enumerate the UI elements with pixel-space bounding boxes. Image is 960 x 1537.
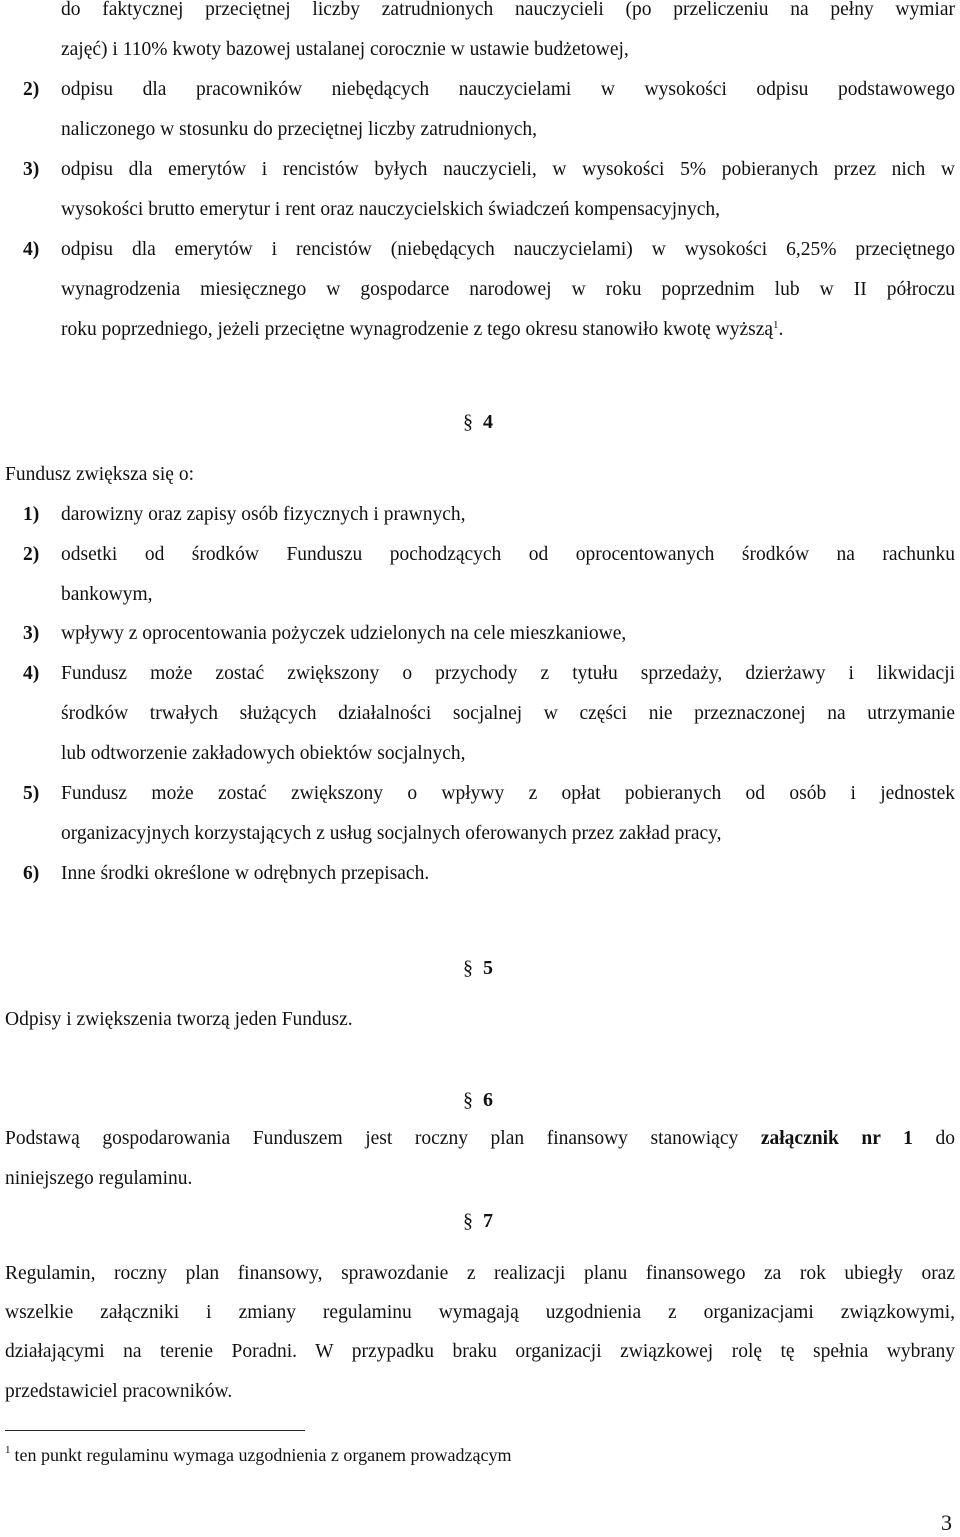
footnote <box>5 1444 512 1466</box>
list-item-line: organizacyjnych korzystających z usług socjalnych oferowanych przez zakład pracy, <box>61 823 722 844</box>
section-number: 4 <box>483 411 493 433</box>
section-number: 6 <box>483 1089 493 1111</box>
footnote-text: ten punkt regulaminu wymaga uzgodnienia z organem prowadzącym <box>14 1445 512 1465</box>
line-text: roku poprzedniego, jeżeli przeciętne wynagrodzenie z tego okresu stanowiło kwotę wyższą <box>61 319 774 340</box>
list-number: 4) <box>23 239 40 260</box>
section-heading-6 <box>463 1088 493 1112</box>
list-item-line: Fundusz może zostać zwiększony o przychody z tytułu sprzedaży, dzierżawy i likwidacji <box>61 663 955 684</box>
paragraph-line: Regulamin, roczny plan finansowy, sprawozdanie z realizacji planu finansowego za rok ubiegły oraz <box>5 1263 955 1284</box>
list-item-line: Fundusz może zostać zwiększony o wpływy z opłat pobieranych od osób i jednostek <box>61 783 955 804</box>
page-number: 3 <box>941 1510 952 1535</box>
section-number: 5 <box>483 957 493 979</box>
paragraph-line: przedstawiciel pracowników. <box>5 1381 233 1402</box>
list-item-line: odpisu dla emerytów i rencistów byłych nauczycieli, w wysokości 5% pobieranych przez nich w <box>61 159 955 180</box>
list-item-line: darowizny oraz zapisy osób fizycznych i prawnych, <box>61 504 466 525</box>
section-intro: Fundusz zwiększa się o: <box>5 464 195 485</box>
list-item-line: wynagrodzenia miesięcznego w gospodarce narodowej w roku poprzednim lub w II półroczu <box>61 279 955 300</box>
list-item-line: Inne środki określone w odrębnych przepisach. <box>61 863 430 884</box>
list-number: 5) <box>23 783 40 804</box>
paragraph-line: niniejszego regulaminu. <box>5 1168 193 1189</box>
list-item-line: naliczonego w stosunku do przeciętnej liczby zatrudnionych, <box>61 119 537 140</box>
list-item-line <box>61 318 783 342</box>
section-number: 7 <box>483 1210 493 1232</box>
line-end: . <box>778 319 784 340</box>
section-symbol: § <box>463 1089 473 1111</box>
paragraph-line: Odpisy i zwiększenia tworzą jeden Fundusz. <box>5 1009 353 1030</box>
list-item-line: środków trwałych służących działalności socjalnej w części nie przeznaczonej na utrzymanie <box>61 703 955 724</box>
list-item-line: odsetki od środków Funduszu pochodzących od oprocentowanych środków na rachunku <box>61 544 955 565</box>
attachment-ref: załącznik nr 1 <box>760 1128 913 1149</box>
list-item-line: wpływy z oprocentowania pożyczek udzielonych na cele mieszkaniowe, <box>61 623 627 644</box>
list-item-line: wysokości brutto emerytur i rent oraz nauczycielskich świadczeń kompensacyjnych, <box>61 199 720 220</box>
list-number: 3) <box>23 623 40 644</box>
list-number: 2) <box>23 79 40 100</box>
line-text: Podstawą gospodarowania Funduszem jest roczny plan finansowy stanowiący <box>5 1128 739 1149</box>
paragraph-line <box>5 1127 955 1151</box>
footnote-separator <box>5 1430 305 1431</box>
list-number: 3) <box>23 159 40 180</box>
paragraph-line: zajęć) i 110% kwoty bazowej ustalanej corocznie w ustawie budżetowej, <box>61 39 629 60</box>
list-number: 6) <box>23 863 40 884</box>
section-heading-5 <box>463 956 493 980</box>
footnote-ref: 1 <box>773 319 779 331</box>
section-heading-7 <box>463 1209 493 1233</box>
list-number: 4) <box>23 663 40 684</box>
section-symbol: § <box>463 411 473 433</box>
section-heading-4 <box>463 410 493 434</box>
list-number: 1) <box>23 504 40 525</box>
line-text: do <box>935 1128 956 1149</box>
section-symbol: § <box>463 1210 473 1232</box>
list-item-line: lub odtworzenie zakładowych obiektów socjalnych, <box>61 743 466 764</box>
section-symbol: § <box>463 957 473 979</box>
paragraph-line: wszelkie załączniki i zmiany regulaminu wymagają uzgodnienia z organizacjami związkowymi, <box>5 1302 955 1323</box>
paragraph-line: do faktycznej przeciętnej liczby zatrudnionych nauczycieli (po przeliczeniu na pełny wymiar <box>61 0 955 20</box>
list-number: 2) <box>23 544 40 565</box>
paragraph-line: działającymi na terenie Poradni. W przypadku braku organizacji związkowej rolę tę spełnia wybrany <box>5 1341 955 1362</box>
list-item-line: odpisu dla pracowników niebędących nauczycielami w wysokości odpisu podstawowego <box>61 79 955 100</box>
footnote-mark: 1 <box>5 1444 11 1456</box>
list-item-line: bankowym, <box>61 584 153 605</box>
list-item-line: odpisu dla emerytów i rencistów (niebędących nauczycielami) w wysokości 6,25% przeciętnego <box>61 239 955 260</box>
